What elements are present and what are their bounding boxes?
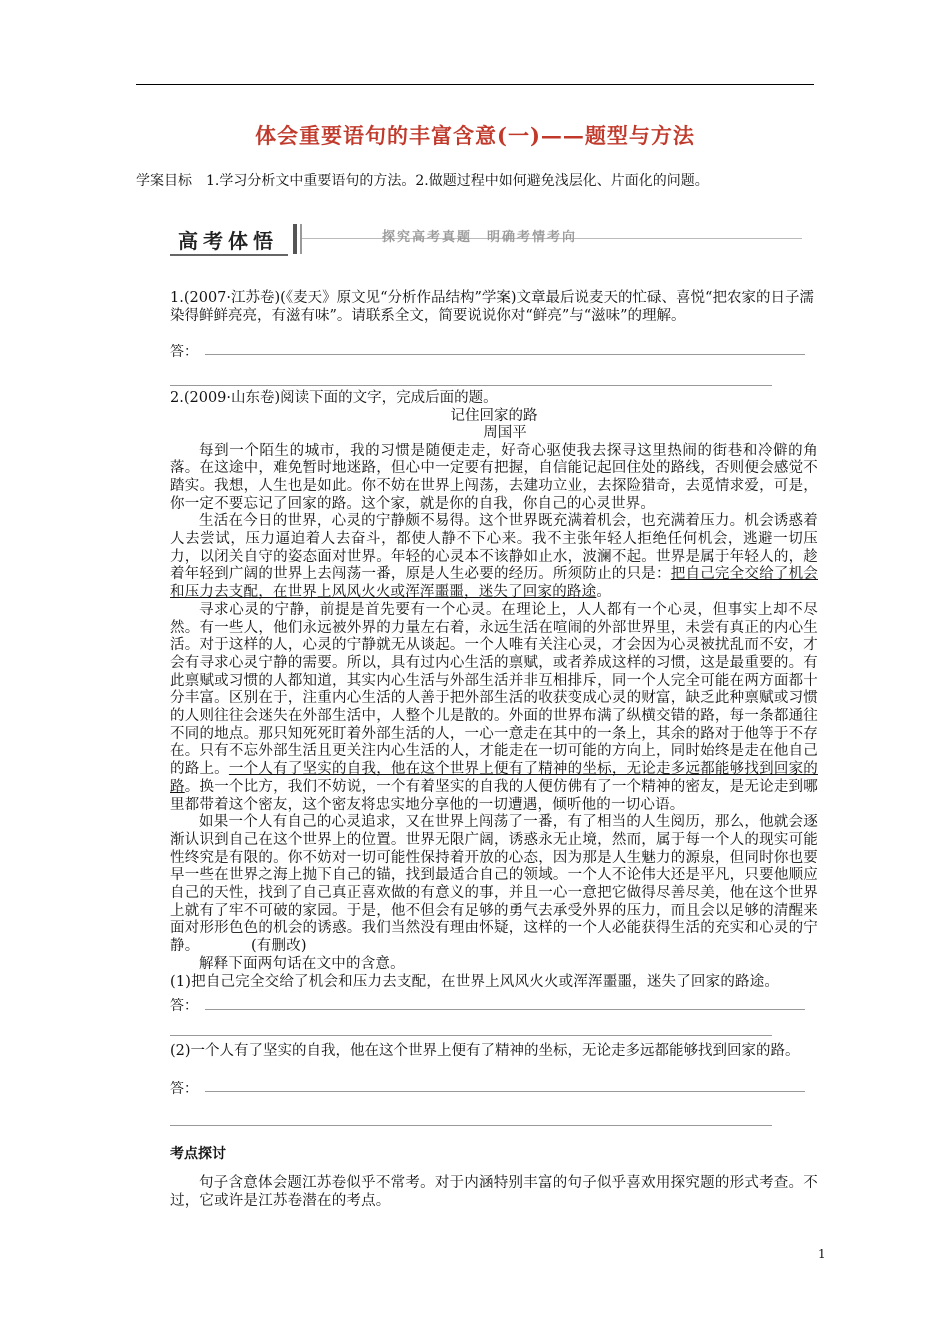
section-text: 句子含意体会题江苏卷似乎不常考。对于内涵特别丰富的句子似乎喜欢用探究题的形式考查。不过，它或许是江苏卷潜在的考点。 bbox=[170, 1175, 818, 1209]
answer-label: 答： bbox=[170, 1081, 198, 1097]
banner-subtitle: 探究高考真题 明确考情考向 bbox=[382, 230, 578, 245]
article-title: 记住回家的路 bbox=[450, 407, 538, 424]
banner-divider-thin bbox=[300, 224, 302, 254]
underlined-sentence-1: 把自己完全交给了机会和压力去支配，在世界上风风火火或浑浑噩噩，迷失了回家的路途 bbox=[170, 566, 819, 601]
sub-question-2: (2)一个人有了坚实的自我，他在这个世界上便有了精神的坐标，无论走多远都能够找到回家的路。 bbox=[170, 1043, 800, 1059]
answer-line[interactable] bbox=[170, 1035, 772, 1036]
section-banner bbox=[170, 222, 810, 254]
question-1-text: 1.(2007·江苏卷)(《麦天》原文见“分析作品结构”学案)文章最后说麦天的忙碌、喜悦“把农家的日子濡染得鲜鲜亮亮，有滋有味”。请联系全文，简要说说你对“鲜亮”与“滋味”的理解。 bbox=[170, 290, 814, 324]
banner-heading-text: 高考体悟 bbox=[178, 229, 278, 253]
question-instruction: 解释下面两句话在文中的含意。 bbox=[199, 955, 405, 972]
answer-line[interactable] bbox=[170, 385, 772, 386]
sub-question-1: (1)把自己完全交给了机会和压力去支配，在世界上风风火火或浑浑噩噩，迷失了回家的路途。 bbox=[170, 973, 780, 990]
article-author: 周国平 bbox=[483, 425, 527, 441]
sub-question-2-block bbox=[170, 1043, 818, 1061]
answer-line[interactable] bbox=[205, 1009, 805, 1010]
answer-label: 答： bbox=[170, 998, 198, 1014]
learning-objective: 学案目标 1.学习分析文中重要语句的方法。2.做题过程中如何避免浅层化、片面化的问题。 bbox=[136, 173, 709, 189]
underlined-sentence-2: 一个人有了坚实的自我，他在这个世界上便有了精神的坐标，无论走多远都能够找到回家的路 bbox=[170, 761, 818, 795]
section-heading: 考点探讨 bbox=[170, 1146, 226, 1162]
paragraph-text: 生活在今日的世界，心灵的宁静颇不易得。这个世界既充满着机会，也充满着压力。机会诱惑着人去尝试，压力逼迫着人去奋斗，都使人静不下心来。我不主张年轻人拒绝任何机会，逃避一切压力，以闭关自守的姿态面对世界。年轻的心灵本不该静如止水，波澜不起。世界是属于年轻人的，趁着年轻到广阔的世界上去闯荡一番，原是人生必要的经历。所须防止的只是： bbox=[170, 513, 818, 583]
article-paragraph: 每到一个陌生的城市，我的习惯是随便走走，好奇心驱使我去探寻这里热闹的街巷和冷僻的角落。在这途中，难免暂时地迷路，但心中一定要有把握，自信能记起回住处的路线，否则便会感觉不踏实。我想，人生也是如此。你不妨在世界上闯荡，去建功立业，去探险猎奇，去觅情求爱，可是，你一定不要忘记了回家的路。这个家，就是你的自我，你自己的心灵世界。 bbox=[170, 442, 818, 512]
article-paragraph bbox=[170, 513, 818, 602]
paragraph-text: 寻求心灵的宁静，前提是首先要有一个心灵。在理论上，人人都有一个心灵，但事实上却不尽然。有一些人，他们永远被外界的力量左右着，永远生活在喧闹的外部世界里，未尝有真正的内心生活。对于这样的人，心灵的宁静就无从谈起。一个人唯有关注心灵，才会因为心灵被扰乱而不安，才会有寻求心灵宁静的需要。所以，具有过内心生活的禀赋，或者养成这样的习惯，这是最重要的。有此禀赋或习惯的人都知道，其实内心生活与外部生活并非互相排斥，同一个人完全可能在两方面都十分丰富。区别在于，注重内心生活的人善于把外部生活的收获变成心灵的财富，缺乏此种禀赋或习惯的人则往往会迷失在外部生活中，人整个儿是散的。外面的世界布满了纵横交错的路，每一条都通往不同的地点。那只知死死盯着外部生活的人，一心一意走在其中的一条上，其余的路对于他等于不存在。只有不忘外部生活且更关注内心生活的人，才能走在一切可能的方向上，同时始终是走在他自己的路上。 bbox=[170, 601, 818, 778]
answer-line[interactable] bbox=[170, 1125, 772, 1126]
header-rule bbox=[136, 84, 814, 85]
section-body bbox=[170, 1175, 818, 1210]
answer-line[interactable] bbox=[205, 354, 805, 355]
article-paragraph: 如果一个人有自己的心灵追求，又在世界上闯荡了一番，有了相当的人生阅历，那么，他就会逐渐认识到自己在这个世界上的位置。世界无限广阔，诱惑永无止境，然而，属于每一个人的现实可能性终究是有限的。你不妨对一切可能性保持着开放的心态，因为那是人生魅力的源泉，但同时你也要早一些在世界之海上抛下自己的锚，找到最适合自己的领域。一个人不论伟大还是平凡，只要他顺应自己的天性，找到了自己真正喜欢做的有意义的事，并且一心一意把它做得尽善尽美，他在这个世界上就有了牢不可破的家园。于是，他不但会有足够的勇气去承受外界的压力，而且会以足够的清醒来面对形形色色的机会的诱惑。我们当然没有理由怀疑，这样的一个人必能获得生活的充实和心灵的宁静。 (有删改) bbox=[170, 814, 818, 955]
paragraph-text: 。换一个比方，我们不妨说，一个有着坚实的自我的人便仿佛有了一个精神的密友，是无论走到哪里都带着这个密友，这个密友将忠实地分享他的一切遭遇，倾听他的一切心语。 bbox=[170, 778, 818, 813]
answer-label: 答： bbox=[170, 344, 198, 360]
banner-divider bbox=[293, 224, 297, 254]
question-1 bbox=[170, 290, 818, 325]
answer-line[interactable] bbox=[205, 1091, 805, 1092]
article-paragraph bbox=[170, 602, 818, 814]
page-title: 体会重要语句的丰富含意(一)——题型与方法 bbox=[255, 123, 695, 148]
question-2 bbox=[170, 390, 818, 991]
paragraph-text: 。 bbox=[596, 584, 612, 601]
page-number: 1 bbox=[818, 1247, 826, 1261]
banner-heading bbox=[170, 222, 288, 256]
question-2-intro: 2.(2009·山东卷)阅读下面的文字，完成后面的题。 bbox=[170, 390, 498, 406]
